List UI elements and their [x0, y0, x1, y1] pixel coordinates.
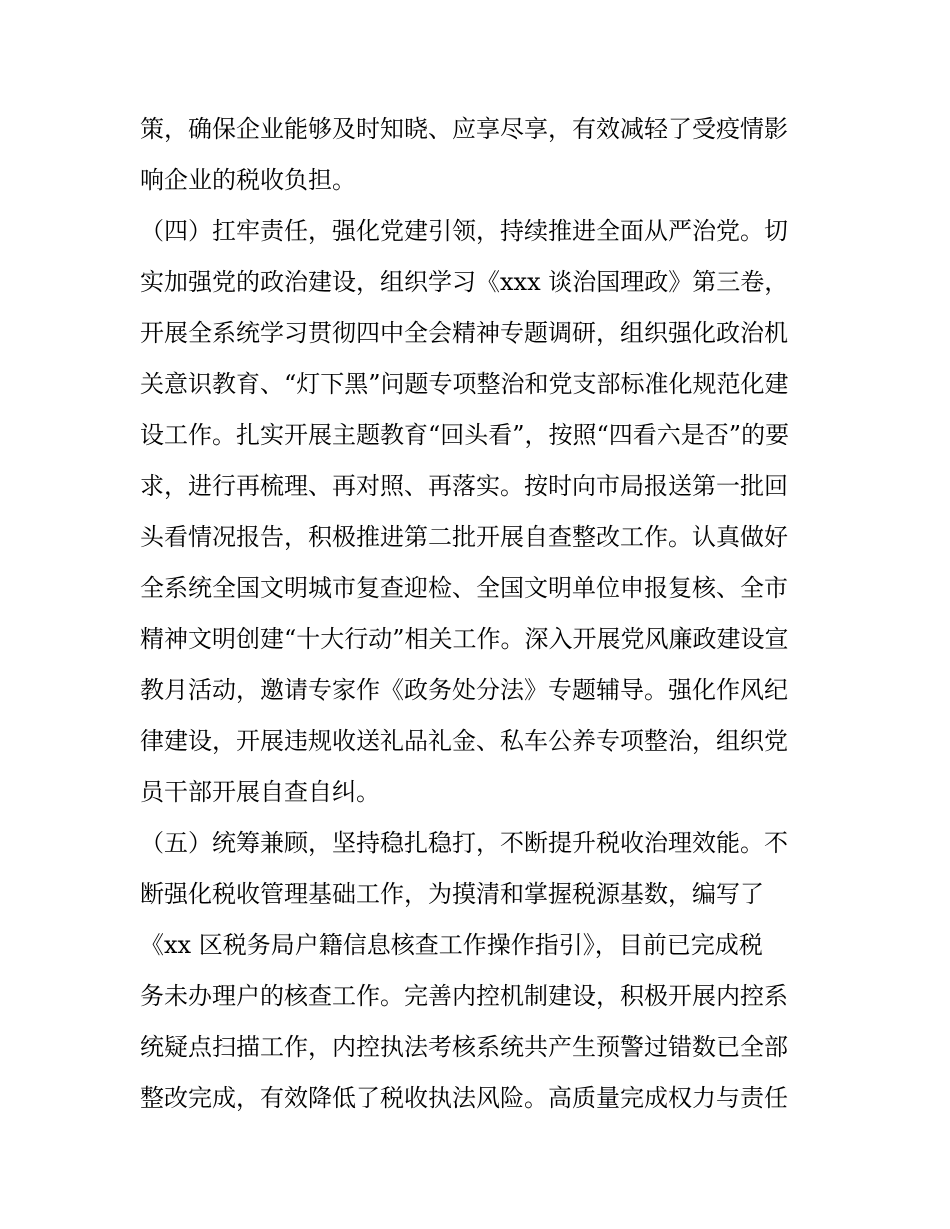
- document-body: [140, 104, 820, 1124]
- text-line: 精神文明创建“十大行动”相关工作。深入开展党风廉政建设宣: [140, 625, 789, 653]
- text-line: 开展全系统学习贯彻四中全会精神专题调研，组织强化政治机: [140, 319, 788, 347]
- text-line: 全系统全国文明城市复查迎检、全国文明单位申报复核、全市: [140, 574, 788, 602]
- text-line: 求，进行再梳理、再对照、再落实。按时向市局报送第一批回: [140, 472, 788, 500]
- text-line: （四）扛牢责任，强化党建引领，持续推进全面从严治党。切: [140, 217, 788, 245]
- text-line: 设工作。扎实开展主题教育“回头看”，按照“四看六是否”的要: [140, 421, 790, 449]
- text-line: 断强化税收管理基础工作，为摸清和掌握税源基数，编写了: [140, 880, 764, 908]
- text-line: 务未办理户的核查工作。完善内控机制建设，积极开展内控系: [140, 982, 788, 1010]
- text-line: 策，确保企业能够及时知晓、应享尽享，有效减轻了受疫情影: [140, 115, 788, 143]
- text-line: 律建设，开展违规收送礼品礼金、私车公养专项整治，组织党: [140, 727, 788, 755]
- text-line: 整改完成，有效降低了税收执法风险。高质量完成权力与责任: [140, 1084, 788, 1112]
- text-line: 实加强党的政治建设，组织学习《xxx 谈治国理政》第三卷，: [140, 268, 789, 296]
- text-line: 关意识教育、“灯下黑”问题专项整治和党支部标准化规范化建: [140, 370, 789, 398]
- text-line: 响企业的税收负担。: [140, 166, 356, 194]
- text-line: 《xx 区税务局户籍信息核查工作操作指引》，目前已完成税: [140, 931, 763, 959]
- text-line: 教月活动，邀请专家作《政务处分法》专题辅导。强化作风纪: [140, 676, 788, 704]
- text-line: 统疑点扫描工作，内控执法考核系统共产生预警过错数已全部: [140, 1033, 788, 1061]
- text-line: （五）统筹兼顾，坚持稳扎稳打，不断提升税收治理效能。不: [140, 829, 788, 857]
- text-line: 员干部开展自查自纠。: [140, 778, 380, 806]
- text-line: 头看情况报告，积极推进第二批开展自查整改工作。认真做好: [140, 523, 788, 551]
